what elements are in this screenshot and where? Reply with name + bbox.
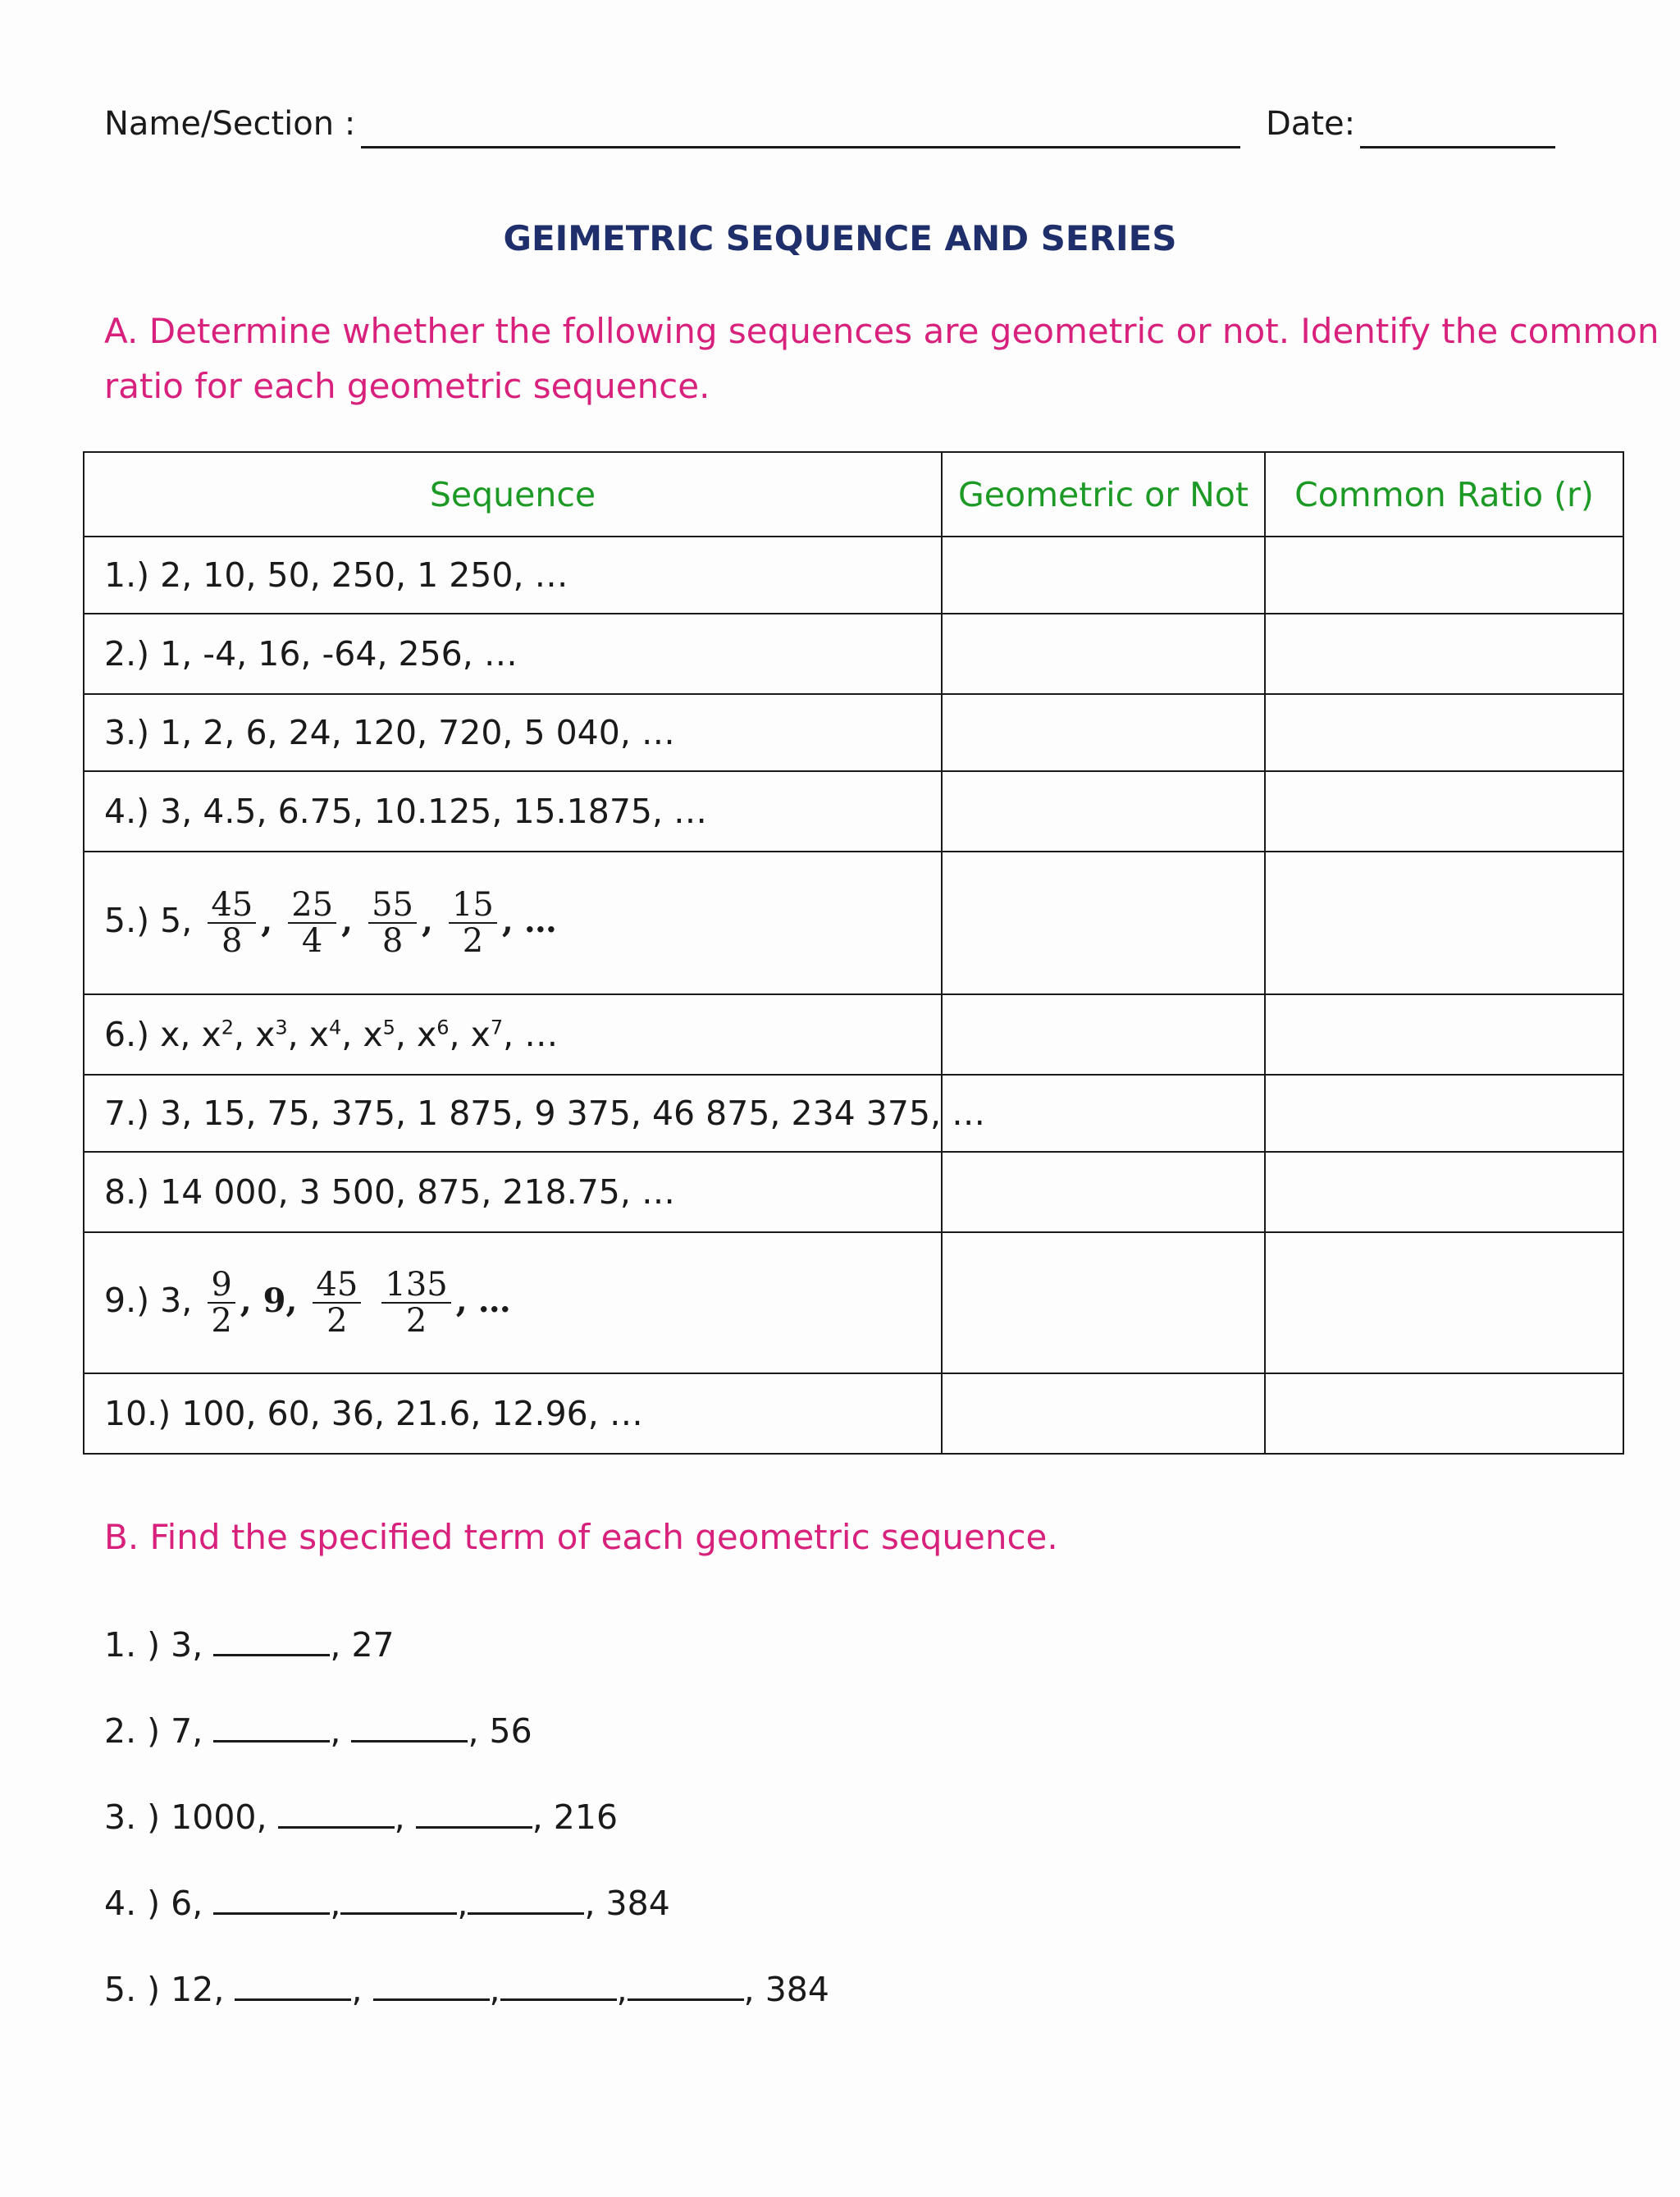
part-a-instruction-line1: A. Determine whether the following sequences are geometric or not. Identify the common: [104, 311, 1659, 351]
date-blank[interactable]: [1360, 146, 1555, 148]
answer-ratio-1[interactable]: [1265, 537, 1623, 614]
answer-ratio-8[interactable]: [1265, 1152, 1623, 1232]
answer-geometric-10[interactable]: [942, 1373, 1265, 1454]
table-row: [84, 771, 1623, 852]
answer-geometric-6[interactable]: [942, 994, 1265, 1075]
fraction: $\frac{45}{8}$: [208, 888, 256, 958]
name-section-label: Name/Section :: [104, 105, 356, 143]
sequence-2: 2.) 1, -4, 16, -64, 256, …: [84, 614, 942, 694]
date-label: Date:: [1266, 105, 1356, 143]
sequence-7: 7.) 3, 15, 75, 375, 1 875, 9 375, 46 875, 234 375, …: [84, 1075, 942, 1152]
answer-blank[interactable]: [373, 1969, 490, 2001]
column-header-geometric: Geometric or Not: [942, 452, 1265, 537]
column-header-sequence: Sequence: [84, 452, 942, 537]
fraction: $\frac{45}{2}$: [313, 1268, 361, 1338]
answer-blank[interactable]: [340, 1883, 457, 1915]
fraction: $\frac{25}{4}$: [288, 888, 336, 958]
page-title: GEIMETRIC SEQUENCE AND SERIES: [503, 218, 1177, 258]
answer-ratio-6[interactable]: [1265, 994, 1623, 1075]
fraction: $\frac{9}{2}$: [208, 1268, 235, 1338]
table-row: [84, 1232, 1623, 1373]
table-row: [84, 1152, 1623, 1232]
answer-blank[interactable]: [213, 1624, 330, 1656]
answer-blank[interactable]: [213, 1883, 330, 1915]
answer-blank[interactable]: [278, 1797, 395, 1829]
part-b-item-2: 2. ) 7, , , 56: [104, 1711, 532, 1751]
answer-ratio-9[interactable]: [1265, 1232, 1623, 1373]
fraction: $\frac{15}{2}$: [449, 888, 497, 958]
ellipsis: …: [477, 1281, 511, 1320]
table-row: [84, 994, 1623, 1075]
answer-ratio-3[interactable]: [1265, 694, 1623, 771]
sequence-4: 4.) 3, 4.5, 6.75, 10.125, 15.1875, …: [84, 771, 942, 852]
column-header-ratio: Common Ratio (r): [1265, 452, 1623, 537]
answer-blank[interactable]: [213, 1711, 330, 1743]
answer-geometric-7[interactable]: [942, 1075, 1265, 1152]
answer-ratio-7[interactable]: [1265, 1075, 1623, 1152]
table-row: [84, 852, 1623, 994]
sequence-1: 1.) 2, 10, 50, 250, 1 250, …: [84, 537, 942, 614]
table-row: [84, 1075, 1623, 1152]
sequence-5: 5.) 5, $\frac{45}{8}$ , $\frac{25}{4}$ , $\frac{55}{8}$ , $\frac{15}{2}$ , …: [84, 852, 942, 994]
part-a-instruction: [104, 304, 1659, 413]
answer-geometric-1[interactable]: [942, 537, 1265, 614]
name-section-blank[interactable]: [361, 146, 1240, 148]
table-row: [84, 614, 1623, 694]
answer-geometric-9[interactable]: [942, 1232, 1265, 1373]
answer-blank[interactable]: [416, 1797, 532, 1829]
answer-ratio-10[interactable]: [1265, 1373, 1623, 1454]
part-b-item-5: 5. ) 12, , , , , 384: [104, 1970, 829, 2009]
answer-blank[interactable]: [235, 1969, 351, 2001]
sequence-9: 9.) 3, $\frac{9}{2}$ , 9, $\frac{45}{2}$ $\frac{135}{2}$ , …: [84, 1232, 942, 1373]
answer-ratio-4[interactable]: [1265, 771, 1623, 852]
sequence-8: 8.) 14 000, 3 500, 875, 218.75, …: [84, 1152, 942, 1232]
part-a-instruction-line2: ratio for each geometric sequence.: [104, 366, 710, 406]
answer-ratio-5[interactable]: [1265, 852, 1623, 994]
sequence-6: 6.) x, $x^2$, $x^3$, $x^4$, $x^5$, $x^6$, $x^7$, …: [84, 994, 942, 1075]
table-header-row: [84, 452, 1623, 537]
answer-geometric-3[interactable]: [942, 694, 1265, 771]
table-row: [84, 694, 1623, 771]
part-b-item-4: 4. ) 6, , , , 384: [104, 1884, 670, 1923]
sequence-3: 3.) 1, 2, 6, 24, 120, 720, 5 040, …: [84, 694, 942, 771]
answer-geometric-4[interactable]: [942, 771, 1265, 852]
answer-blank[interactable]: [351, 1711, 468, 1743]
answer-geometric-2[interactable]: [942, 614, 1265, 694]
ellipsis: …: [523, 902, 557, 940]
fraction: $\frac{135}{2}$: [381, 1268, 450, 1338]
part-b-item-1: 1. ) 3, , 27: [104, 1625, 395, 1665]
answer-ratio-2[interactable]: [1265, 614, 1623, 694]
table-row: [84, 1373, 1623, 1454]
answer-geometric-8[interactable]: [942, 1152, 1265, 1232]
fraction: $\frac{55}{8}$: [368, 888, 417, 958]
answer-blank[interactable]: [500, 1969, 617, 2001]
part-b-instruction: B. Find the specified term of each geometric sequence.: [104, 1517, 1058, 1557]
part-b-item-3: 3. ) 1000, , , 216: [104, 1797, 619, 1837]
answer-geometric-5[interactable]: [942, 852, 1265, 994]
sequence-5-prefix: 5.) 5,: [104, 901, 193, 940]
answer-blank[interactable]: [628, 1969, 744, 2001]
answer-blank[interactable]: [468, 1883, 584, 1915]
sequence-10: 10.) 100, 60, 36, 21.6, 12.96, …: [84, 1373, 942, 1454]
sequence-9-prefix: 9.) 3,: [104, 1281, 193, 1320]
sequence-table: [83, 451, 1624, 1455]
table-row: [84, 537, 1623, 614]
